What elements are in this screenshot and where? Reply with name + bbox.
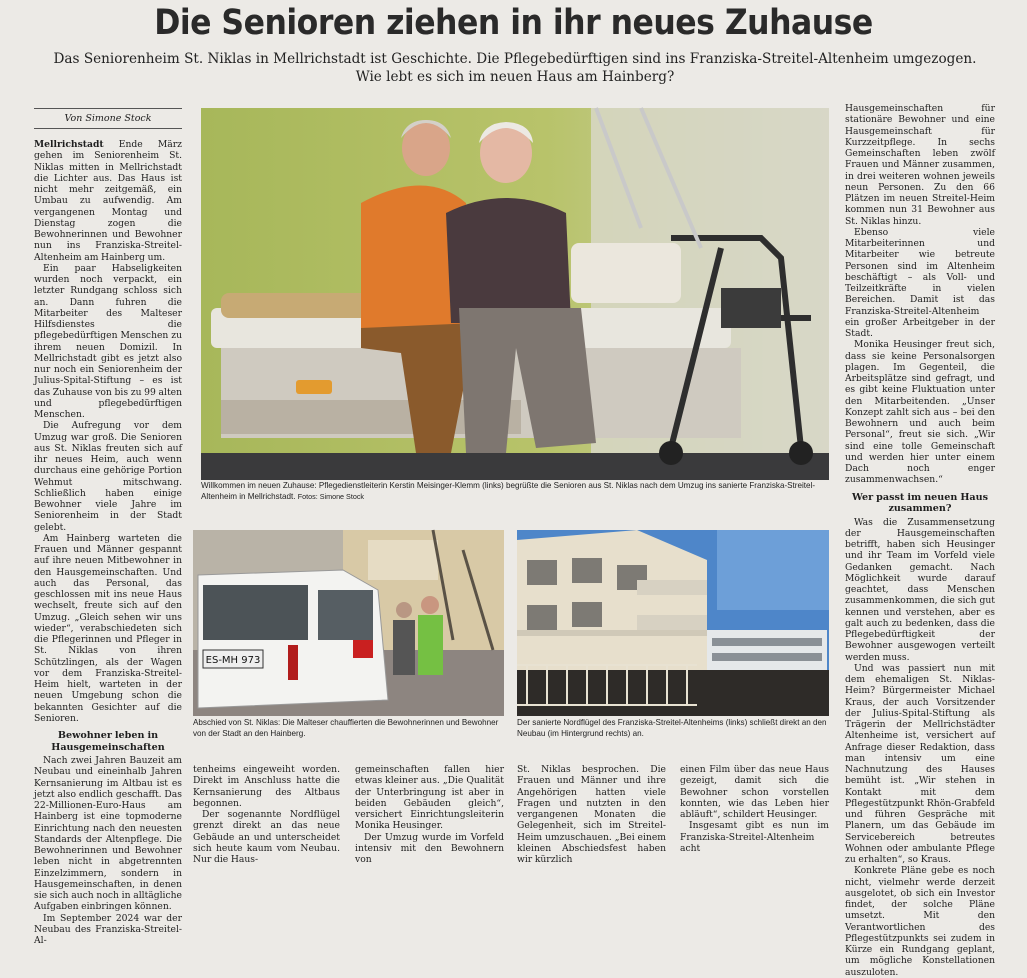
paragraph: Ebenso viele Mitarbeiterinnen und Mitarbeiter wie betreute Personen sind im Altenheim beschäftigt – als Voll- und Teilzeitkräfte in vielen Bereichen. Damit ist das Franziska-Streitel-Altenheim ein großer Arbeitgeber in der Stadt. (845, 226, 995, 339)
article-column-1 (34, 139, 182, 946)
article-column-6 (845, 103, 995, 978)
building-photo (517, 530, 829, 716)
van-photo (193, 530, 504, 716)
paragraph: gemeinschaften fallen hier etwas kleiner aus. „Die Qualität der Unterbringung ist aber in beiden Gebäuden gleich“, versichert Einrichtungsleiterin Monika Heusinger. (355, 764, 504, 832)
article-column-5 (680, 764, 829, 854)
paragraph: Hausgemeinschaften für stationäre Bewohner und eine Hausgemeinschaft für Kurzzeitpflege. In sechs Gemeinschaften leben zwölf Frauen und Männer zusammen, in drei weiteren wohnen jeweils neun Personen. Zu den 66 Plätzen im neuen Streitel-Heim kommen nun 31 Bewohner aus St. Niklas hinzu. (845, 103, 995, 227)
paragraph: Am Hainberg warteten die Frauen und Männer gespannt auf ihre neuen Mitbewohner in den Hausgemeinschaften. Und auch das Personal, das geschlossen mit ins neue Haus wechselt, freute sich auf den Umzug. „Gleich sehen wir uns wieder“, verabschiedeten sich die Pflegerinnen und Pfleger in St. Niklas von ihren Schützlingen, als der Wagen vor dem Franziska-Streitel-Heim hielt, warteten in der neuen Umgebung schon die bekannten Gesichter auf die Senioren. (34, 532, 182, 724)
paragraph: einen Film über das neue Haus gezeigt, damit sich die Bewohner schon vorstellen konnten, wie das Leben hier abläuft“, schildert Heusinger. (680, 764, 829, 820)
paragraph: Nach zwei Jahren Bauzeit am Neubau und eineinhalb Jahren Kernsanierung im Altbau ist es jetzt also endlich geschafft. Das 22-Millionen-Euro-Haus am Hainberg ist eine topmoderne Einrichtung nach den neuesten Standards der Altenpflege. Die Bewohnerinnen und Bewohner leben nicht in abgetrennten Einzelzimmern, sondern in Hausgemeinschaften, in denen sie sich auch noch in alltägliche Aufgaben einbringen können. (34, 755, 182, 913)
byline-rule-bottom (34, 128, 182, 129)
main-photo (201, 108, 829, 480)
dateline: Mellrichstadt (34, 139, 104, 150)
paragraph: Ein paar Habseligkeiten wurden noch verpackt, ein letzter Rundgang schloss sich an. Dann fuhren die Mitarbeiter des Malteser Hilfsdienstes die pflegebedürftigen Menschen zu ihrem neuen Domizil. In Mellrichstadt gibt es jetzt also nur noch ein Seniorenheim der Julius-Spital-Stiftung – es ist das Zuhause von bis zu 99 alten und pflegebedürftigen Menschen. (34, 262, 182, 420)
paragraph: Der Umzug wurde im Vorfeld intensiv mit den Bewohnern von (355, 831, 504, 865)
paragraph: St. Niklas besprochen. Die Frauen und Männer und ihre Angehörigen hatten viele Fragen und nutzten in den vergangenen Monaten die Gelegenheit, sich im Streitel-Heim umzuschauen. „Bei einem kleinen Abschiedsfest haben wir kürzlich (517, 764, 666, 865)
paragraph: Insgesamt gibt es nun im Franziska-Streitel-Altenheim acht (680, 820, 829, 854)
paragraph: Was die Zusammensetzung der Hausgemeinschaften betrifft, haben sich Heusinger und ihr Team im Vorfeld viele Gedanken gemacht. Nach Möglichkeit wurde darauf geachtet, dass Menschen zusammenkommen, die sich gut kennen und verstehen, aber es galt auch zu bedenken, dass die Pflegebedürftigkeit der Bewohner ausgewogen verteilt werden muss. (845, 516, 995, 663)
article-column-3 (355, 764, 504, 865)
paragraph: Und was passiert nun mit dem ehemaligen St. Niklas-Heim? Bürgermeister Michael Kraus, der auch Vorsitzender der Julius-Spital-Stiftung als Trägerin der Mellrichstädter Altenheime ist, versichert auf Anfrage dieser Redaktion, dass man intensiv um eine Nachnutzung des Hauses bemüht ist. „Wir stehen in Kontakt mit dem Pflegestützpunkt Rhön-Grabfeld und führen Gespräche mit Planern, um das Gebäude im Servicebereich betreutes Wohnen oder ambulante Pflege zu erhalten“, so Kraus. (845, 662, 995, 865)
main-photo-caption: Willkommen im neuen Zuhause: Pflegedienstleiterin Kerstin Meisinger-Klemm (links) begrüßte die Senioren aus St. Niklas nach dem Umzug ins sanierte Franziska-Streitel-Altenheim in Mellrichstadt. Fotos: Simone Stock (201, 481, 816, 501)
subheading: Wer passt im neuen Haus zusammen? (851, 491, 989, 514)
subheadline-line-1: Das Seniorenheim St. Niklas in Mellrichstadt ist Geschichte. Die Pflegebedürftigen sind ins Franziska-Streitel-Altenheim umgezogen. (53, 51, 977, 67)
building-photo-caption: Der sanierte Nordflügel des Franziska-Streitel-Altenheims (links) schließt direkt an den Neubau (im Hintergrund rechts) an. (517, 718, 827, 738)
license-plate: ES-MH 973 (205, 655, 261, 666)
byline: Von Simone Stock (64, 113, 152, 124)
paragraph: Konkrete Pläne gebe es noch nicht, vielmehr werde derzeit ausgelotet, ob sich ein Investor findet, der solche Pläne umsetzt. Mit den Verantwortlichen des Pflegestützpunkts sei zudem in Kürze ein Rundgang geplant, um mögliche Konstellationen auszuloten. (845, 865, 995, 978)
subheading: Bewohner leben in Hausgemeinschaften (51, 730, 165, 753)
byline-rule-top (34, 108, 182, 109)
paragraph: tenheims eingeweiht worden. Direkt im Anschluss hatte die Kernsanierung des Altbaus begonnen. (193, 764, 340, 809)
article-column-2 (193, 764, 340, 865)
headline: Die Senioren ziehen in ihr neues Zuhause (154, 3, 873, 43)
paragraph: Monika Heusinger freut sich, dass sie keine Personalsorgen plagen. Im Gegenteil, die Arbeitsplätze sind gefragt, und es gibt keine Fluktuation unter den Mitarbeitenden. „Unser Konzept zahlt sich aus – bei den Bewohnern und auch beim Personal“, freut sie sich. „Wir sind eine tolle Gemeinschaft und werden hier unter einem Dach noch enger zusammenwachsen.“ (845, 339, 995, 486)
paragraph: Im September 2024 war der Neubau des Franziska-Streitel-Al- (34, 912, 182, 946)
subheadline-line-2: Wie lebt es sich im neuen Haus am Hainberg? (355, 69, 675, 85)
paragraph: Die Aufregung vor dem Umzug war groß. Die Senioren aus St. Niklas freuten sich auf ihr neues Heim, auch wenn durchaus eine gehörige Portion Wehmut mitschwang. Schließlich haben einige Bewohner viele Jahre im Seniorenheim in der Stadt gelebt. (34, 420, 182, 533)
paragraph: Der sogenannte Nordflügel grenzt direkt an das neue Gebäude an und unterscheidet sich heute kaum vom Neubau. Nur die Haus- (193, 809, 340, 865)
article-column-4 (517, 764, 666, 865)
subheadline (40, 50, 990, 86)
paragraph: Mellrichstadt Ende März gehen im Seniorenheim St. Niklas mitten in Mellrichstadt die Lichter aus. Das Haus ist nicht mehr zeitgemäß, ein Umbau zu aufwendig. Am vergangenen Montag und Dienstag zogen die Bewohnerinnen und Bewohner nun ins Franziska-Streitel-Altenheim am Hainberg um. (34, 139, 182, 263)
photo-credit: Fotos: Simone Stock (297, 491, 365, 501)
van-photo-caption: Abschied von St. Niklas: Die Malteser chauffierten die Bewohnerinnen und Bewohner von der Stadt an den Hainberg. (193, 718, 499, 738)
